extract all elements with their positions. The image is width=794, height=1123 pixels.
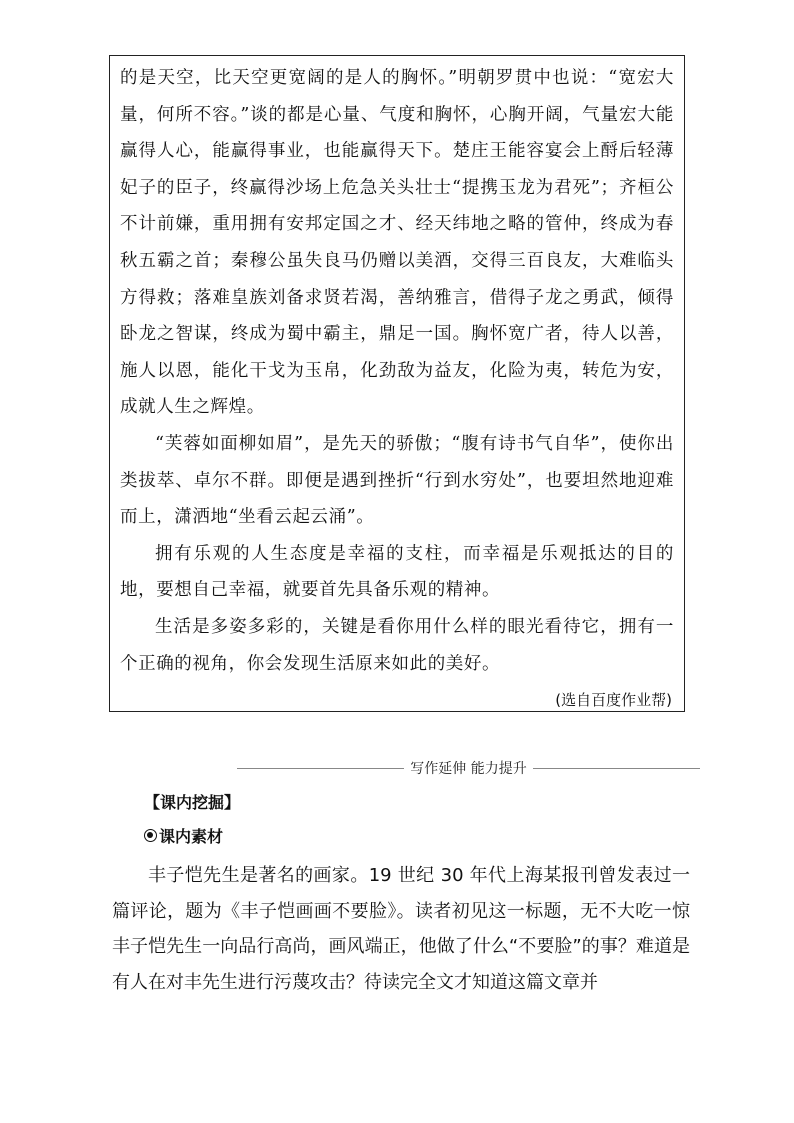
- subheading-label: 课内素材: [159, 827, 224, 846]
- article-source: (选自百度作业帮): [555, 691, 672, 710]
- quoted-article-box: [109, 55, 685, 712]
- article-paragraph-4: 生活是多姿多彩的，关键是看你用什么样的眼光看待它，拥有一个正确的视角，你会发现生活原来如此的美好。: [120, 616, 674, 674]
- article-paragraph-1: 的是天空，比天空更宽阔的是人的胸怀。”明朝罗贯中也说：“宽宏大量，何所不容。”谈的都是心量、气度和胸怀，心胸开阔，气量宏大能赢得人心，能赢得事业，也能赢得天下。楚庄王能容宴会上酹后轻薄妃子的臣子，终赢得沙场上危急关头壮士“提携玉龙为君死”；齐桓公不计前嫌，重用拥有安邦定国之才、经天纬地之略的管仲，终成为春秋五霸之首；秦穆公虽失良马仍赠以美酒，交得三百良友，大难临头方得救；落难皇族刘备求贤若渴，善纳雅言，借得子龙之勇武，倾得卧龙之智谋，终成为蜀中霸主，鼎足一国。胸怀宽广者，待人以善，施人以恩，能化干戈为玉帛，化劲敌为益友，化险为夷，转危为安，成就人生之辉煌。: [120, 68, 674, 418]
- divider-rule-right: [533, 768, 700, 769]
- circled-dot-icon: [144, 829, 157, 842]
- section-subheading: [144, 824, 223, 847]
- article-paragraph-3: 拥有乐观的人生态度是幸福的支柱，而幸福是乐观抵达的目的地，要想自己幸福，就要首先具备乐观的精神。: [120, 543, 674, 601]
- divider-title: 写作延伸 能力提升: [410, 761, 527, 777]
- section-heading: 【课内挖掘】: [144, 793, 241, 812]
- article-paragraph-2: “芙蓉如面柳如眉”，是先天的骄傲；“腹有诗书气自华”，使你出类拔萃、卓尔不群。即便是遇到挫折“行到水穷处”，也要坦然地迎难而上，潇洒地“坐看云起云涌”。: [120, 433, 674, 528]
- divider-rule-left: [237, 768, 404, 769]
- main-body-text: 丰子恺先生是著名的画家。19 世纪 30 年代上海某报刊曾发表过一篇评论，题为《丰子恺画画不要脸》。读者初见这一标题，无不大吃一惊 丰子恺先生一向品行高尚，画风端正，他做了什么“不要脸”的事？难道是有人在对丰先生进行污蔑攻击？待读完全文才知道这篇文章并: [112, 865, 690, 993]
- section-divider: [112, 756, 700, 780]
